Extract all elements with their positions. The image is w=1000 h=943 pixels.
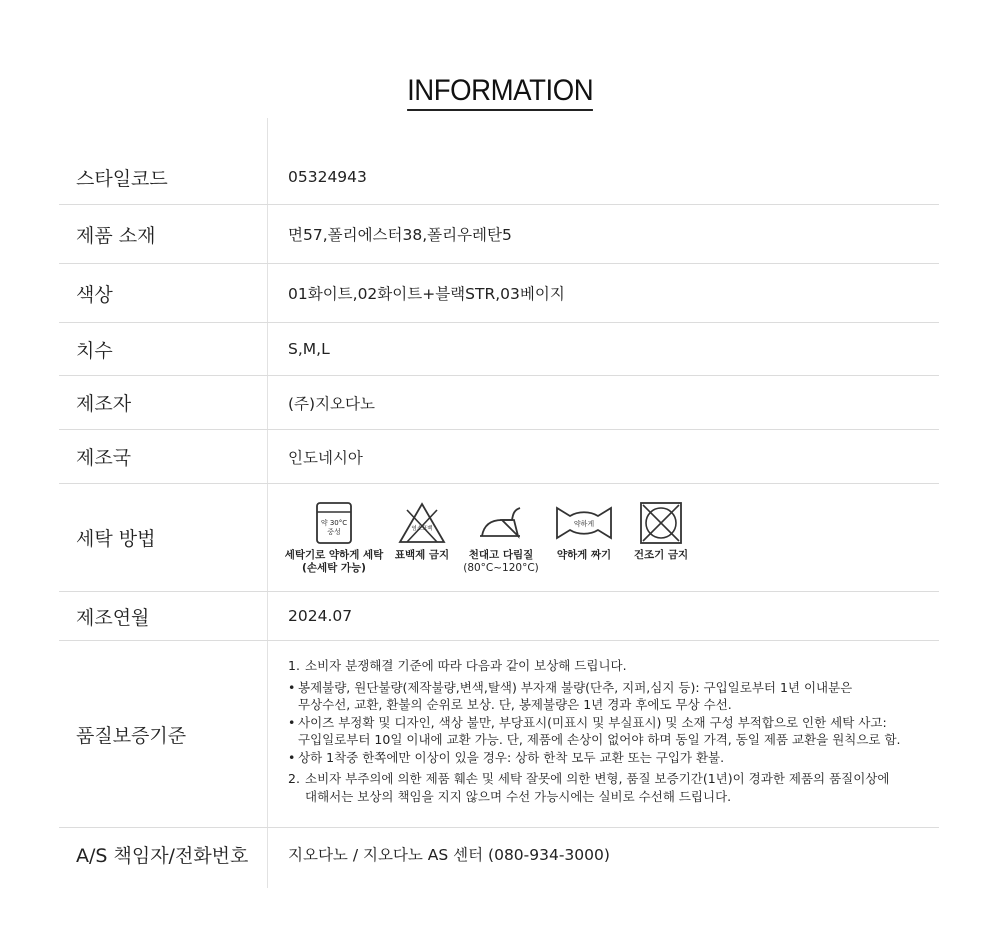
row-color [59, 264, 939, 323]
row-country [59, 430, 939, 484]
size-value: S,M,L [288, 340, 330, 358]
manufacturer-label: 제조자 [76, 393, 132, 415]
quality-label: 품질보증기준 [76, 724, 187, 747]
iron-caption [460, 549, 542, 575]
row-date [59, 592, 939, 641]
quality-line: 대해서는 보상의 책임을 지지 않으며 수선 가능시에는 실비로 수선해 드립니다. [305, 788, 732, 804]
quality-bullet-mark: • [288, 749, 296, 765]
date-label: 제조연월 [76, 606, 150, 629]
color-value: 01화이트,02화이트+블랙STR,03베이지 [288, 285, 565, 303]
wash-caption-main: 세탁기로 약하게 세탁 [284, 549, 384, 561]
material-value: 면57,폴리에스터38,폴리우레탄5 [288, 226, 512, 244]
quality-line: 소비자 부주의에 의한 제품 훼손 및 세탁 잘못에 의한 변형, 품질 보증기간(1년)이 경과한 제품의 품질이상에 [305, 771, 890, 786]
quality-bullet-1 [288, 679, 933, 714]
row-material [59, 205, 939, 264]
row-quality [59, 641, 939, 828]
date-value: 2024.07 [288, 607, 353, 625]
quality-bullet-mark: • [288, 714, 296, 730]
quality-bullet-3 [288, 749, 933, 767]
page-title: INFORMATION [407, 74, 593, 111]
quality-text [288, 657, 933, 805]
row-manufacturer [59, 376, 939, 430]
quality-item-1 [288, 657, 933, 675]
bleach-inner-text: 염소표백 [411, 526, 433, 532]
row-style-code [59, 150, 939, 205]
no-bleach-icon [397, 502, 447, 544]
wash-icon-item [280, 502, 388, 575]
wring-icon [554, 502, 614, 544]
size-label: 치수 [76, 339, 113, 362]
wash-caption-sub: (손세탁 가능) [302, 562, 366, 574]
wring-caption: 약하게 짜기 [556, 549, 612, 561]
quality-line: 구입일로부터 10일 이내에 교환 가능. 단, 제품에 손상이 없어야 하며 동일 가격, 동일 제품 교환을 원칙으로 함. [298, 732, 901, 747]
quality-line: 사이즈 부정확 및 디자인, 색상 불만, 부당표시(미표시 및 부실표시) 및 소재 구성 부적합으로 인한 세탁 사고: [298, 714, 887, 730]
as-value: 지오다노 / 지오다노 AS 센터 (080-934-3000) [288, 846, 610, 864]
washing-machine-icon [314, 502, 354, 544]
country-label: 제조국 [76, 447, 132, 469]
country-value: 인도네시아 [288, 448, 363, 467]
wash-caption [280, 549, 388, 575]
manufacturer-value: (주)지오다노 [288, 394, 375, 413]
quality-line: 상하 1착중 한쪽에만 이상이 있을 경우: 상하 한착 모두 교환 또는 구입가 환불. [298, 749, 725, 765]
style-code-label: 스타일코드 [76, 167, 168, 190]
iron-caption-main: 천대고 다림질 [468, 549, 534, 561]
info-table [59, 118, 939, 888]
color-label: 색상 [76, 283, 113, 306]
quality-line: 무상수선, 교환, 환불의 순위로 보상. 단, 봉제불량은 1년 경과 후에도 무상 수선. [298, 697, 732, 712]
quality-bullet-2 [288, 714, 933, 749]
wring-inner-text: 약하게 [573, 520, 595, 528]
row-as [59, 828, 939, 880]
material-label: 제품 소재 [76, 224, 156, 247]
quality-item-mark: 1. [288, 658, 300, 673]
wring-icon-item [550, 502, 618, 562]
wash-neutral-text: 중성 [327, 528, 341, 536]
no-tumble-dry-icon [639, 502, 683, 544]
wash-temp-text: 약 30°C [320, 519, 348, 527]
quality-item-mark: 2. [288, 771, 300, 786]
iron-icon-item [460, 502, 542, 575]
quality-bullet-mark: • [288, 679, 296, 695]
row-wash [59, 484, 939, 592]
bleach-icon-item [391, 502, 453, 562]
bleach-caption: 표백제 금지 [394, 549, 450, 561]
iron-icon [476, 502, 526, 544]
quality-line: 소비자 분쟁해결 기준에 따라 다음과 같이 보상해 드립니다. [305, 658, 627, 673]
title-wrap [0, 74, 1000, 111]
quality-line: 봉제불량, 원단불량(제작불량,변색,탈색) 부자재 불량(단추, 지퍼,심지 등): 구입일로부터 1년 이내분은 [298, 679, 853, 695]
quality-item-2 [288, 770, 933, 805]
iron-caption-sub: (80°C~120°C) [463, 562, 539, 574]
row-size [59, 323, 939, 376]
wash-label: 세탁 방법 [76, 528, 156, 550]
dry-caption: 건조기 금지 [633, 549, 689, 561]
as-label: A/S 책임자/전화번호 [76, 844, 249, 867]
style-code-value: 05324943 [288, 168, 367, 186]
dry-icon-item [626, 502, 696, 562]
